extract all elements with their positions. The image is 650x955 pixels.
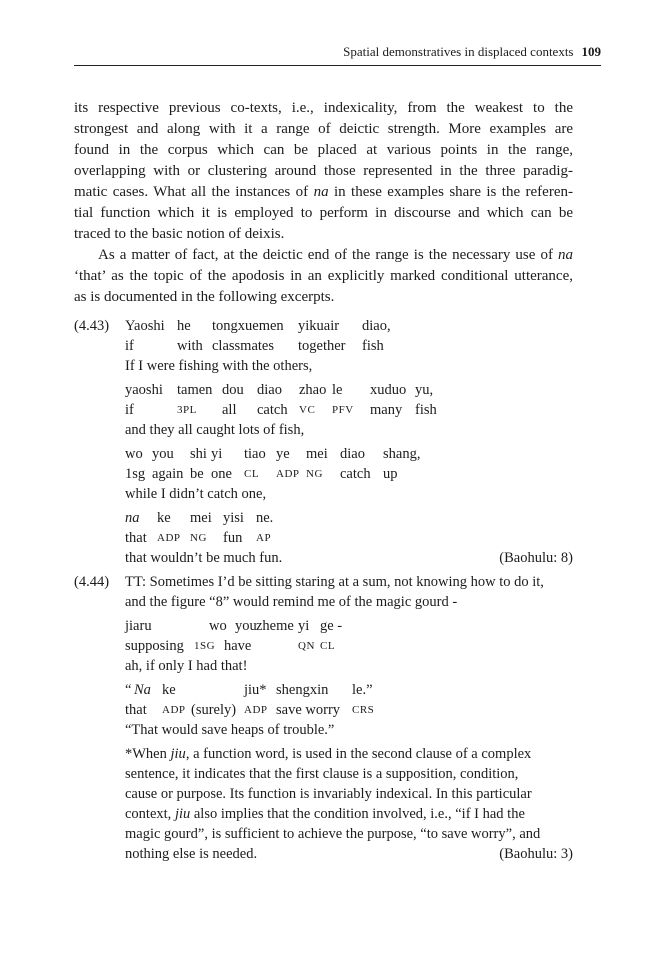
word: tongxuemen (212, 318, 284, 334)
word: jiaru (125, 618, 152, 634)
gloss: up (383, 466, 398, 482)
translation: If I were fishing with the others, (125, 358, 313, 374)
word: ke (157, 510, 171, 526)
word: zhao (299, 382, 327, 398)
word: ge - (320, 618, 343, 634)
page-number: 109 (581, 44, 601, 59)
body-paragraph-2 (74, 245, 573, 308)
text-line: as is documented in the following excerpts. (74, 289, 335, 305)
word: Yaoshi (125, 318, 165, 334)
body-paragraph-1 (74, 98, 573, 245)
text-line: overlapping with or clustering around those represented in the three paradig- (74, 163, 573, 179)
footnote (125, 744, 573, 864)
word: shang, (383, 446, 421, 462)
word: wo (209, 618, 227, 634)
gloss: have (224, 638, 252, 654)
word: mei (306, 446, 328, 462)
running-title: Spatial demonstratives in displaced contexts (343, 44, 574, 59)
gloss: CL (244, 468, 260, 480)
word: le (332, 382, 343, 398)
word: dou (222, 382, 244, 398)
gloss: supposing (125, 638, 184, 654)
word: na (125, 510, 140, 526)
gloss: many (370, 402, 403, 418)
text-line: As a matter of fact, at the deictic end of the range is the necessary use of na (98, 247, 573, 263)
text-line: cause or purpose. Its function is invariably indexical. In this particular (125, 786, 532, 802)
text-line: found in the corpus which can be placed at various points in the range, (74, 142, 573, 158)
running-header (74, 44, 601, 60)
word: diao, (362, 318, 391, 334)
gloss: CRS (352, 704, 375, 716)
word: you (152, 446, 174, 462)
text-line: sentence, it indicates that the first clause is a supposition, condition, (125, 766, 519, 782)
word: tamen (177, 382, 213, 398)
translation: and they all caught lots of fish, (125, 422, 305, 438)
gloss: all (222, 402, 237, 418)
word: le.” (352, 682, 373, 698)
gloss: with (177, 338, 203, 354)
translation: while I didn’t catch one, (125, 486, 267, 502)
text-line: *When jiu, a function word, is used in the second clause of a complex (125, 746, 532, 762)
word: ye (276, 446, 290, 462)
translation-row (125, 548, 573, 568)
gloss: catch (340, 466, 371, 482)
intro-line: and the figure “8” would remind me of the magic gourd - (125, 594, 458, 610)
text-line: matic cases. What all the instances of na in these examples share is the referen- (74, 184, 573, 200)
word: shi (190, 446, 207, 462)
gloss: CL (320, 640, 336, 652)
gloss: fish (362, 338, 384, 354)
gloss: QN (298, 640, 315, 652)
word: “ (125, 682, 132, 698)
word: Na (134, 682, 151, 698)
text-line: ‘that’ as the topic of the apodosis in an explicitly marked conditional utterance, (74, 268, 573, 284)
gloss: if (125, 338, 134, 354)
source-citation: (Baohulu: 3) (499, 846, 573, 862)
word: diao (257, 382, 282, 398)
gloss: VC (299, 404, 316, 416)
word: ne. (256, 510, 274, 526)
gloss: one (211, 466, 232, 482)
term-na: na (558, 247, 573, 263)
gloss: AP (256, 532, 272, 544)
gloss: (surely) (191, 702, 237, 718)
word: mei (190, 510, 212, 526)
gloss: NG (306, 468, 323, 480)
word: yi (298, 618, 310, 634)
header-rule (74, 65, 601, 66)
gloss: together (298, 338, 346, 354)
text-line: tial function which it is employed to perform in discourse and which can be (74, 205, 573, 221)
word: yu, (415, 382, 434, 398)
word: he (177, 318, 191, 334)
text-line: strongest and along with it a range of deictic strength. More examples are (74, 121, 573, 137)
term-jiu: jiu (170, 746, 186, 762)
term-jiu: jiu (174, 806, 191, 822)
gloss: be (190, 466, 204, 482)
source-citation: (Baohulu: 8) (499, 550, 573, 566)
translation: “That would save heaps of trouble.” (125, 722, 335, 738)
example-number: (4.43) (74, 318, 110, 334)
word: tiao (244, 446, 266, 462)
gloss: 3PL (177, 404, 197, 416)
gloss: 1SG (194, 640, 216, 652)
word: yikuair (298, 318, 340, 334)
gloss: ADP (244, 704, 268, 716)
gloss: NG (190, 532, 207, 544)
word: xuduo (370, 382, 407, 398)
term-na: na (313, 184, 329, 200)
gloss: fun (223, 530, 243, 546)
translation: ah, if only I had that! (125, 658, 248, 674)
gloss: that (125, 530, 147, 546)
gloss: classmates (212, 338, 275, 354)
gloss: PFV (332, 404, 354, 416)
word: you (235, 618, 257, 634)
gloss: again (152, 466, 184, 482)
text-line: magic gourd”, is sufficient to achieve the purpose, “to save worry”, and (125, 826, 541, 842)
gloss: if (125, 402, 134, 418)
word: diao (340, 446, 365, 462)
example-number: (4.44) (74, 574, 110, 590)
gloss: ADP (276, 468, 300, 480)
gloss: save worry (276, 702, 341, 718)
gloss: that (125, 702, 147, 718)
word: shengxin (276, 682, 329, 698)
translation: that wouldn’t be much fun. (125, 550, 283, 566)
gloss: 1sg (125, 466, 146, 482)
text-line: its respective previous co-texts, i.e., indexicality, from the weakest to the (74, 100, 573, 116)
word: wo (125, 446, 143, 462)
gloss: ADP (157, 532, 181, 544)
word: zheme (256, 618, 294, 634)
intro-line: TT: Sometimes I’d be sitting staring at a sum, not knowing how to do it, (125, 574, 544, 590)
word: jiu* (244, 682, 267, 698)
gloss: fish (415, 402, 437, 418)
gloss: catch (257, 402, 288, 418)
text-line: nothing else is needed. (Baohulu: 3) (125, 846, 573, 862)
word: yisi (223, 510, 244, 526)
word: ke (162, 682, 176, 698)
text-line: traced to the basic notion of deixis. (74, 226, 285, 242)
word: yaoshi (125, 382, 163, 398)
text-line: context, jiu also implies that the condition involved, i.e., “if I had the (125, 806, 525, 822)
word: yi (211, 446, 223, 462)
gloss: ADP (162, 704, 186, 716)
